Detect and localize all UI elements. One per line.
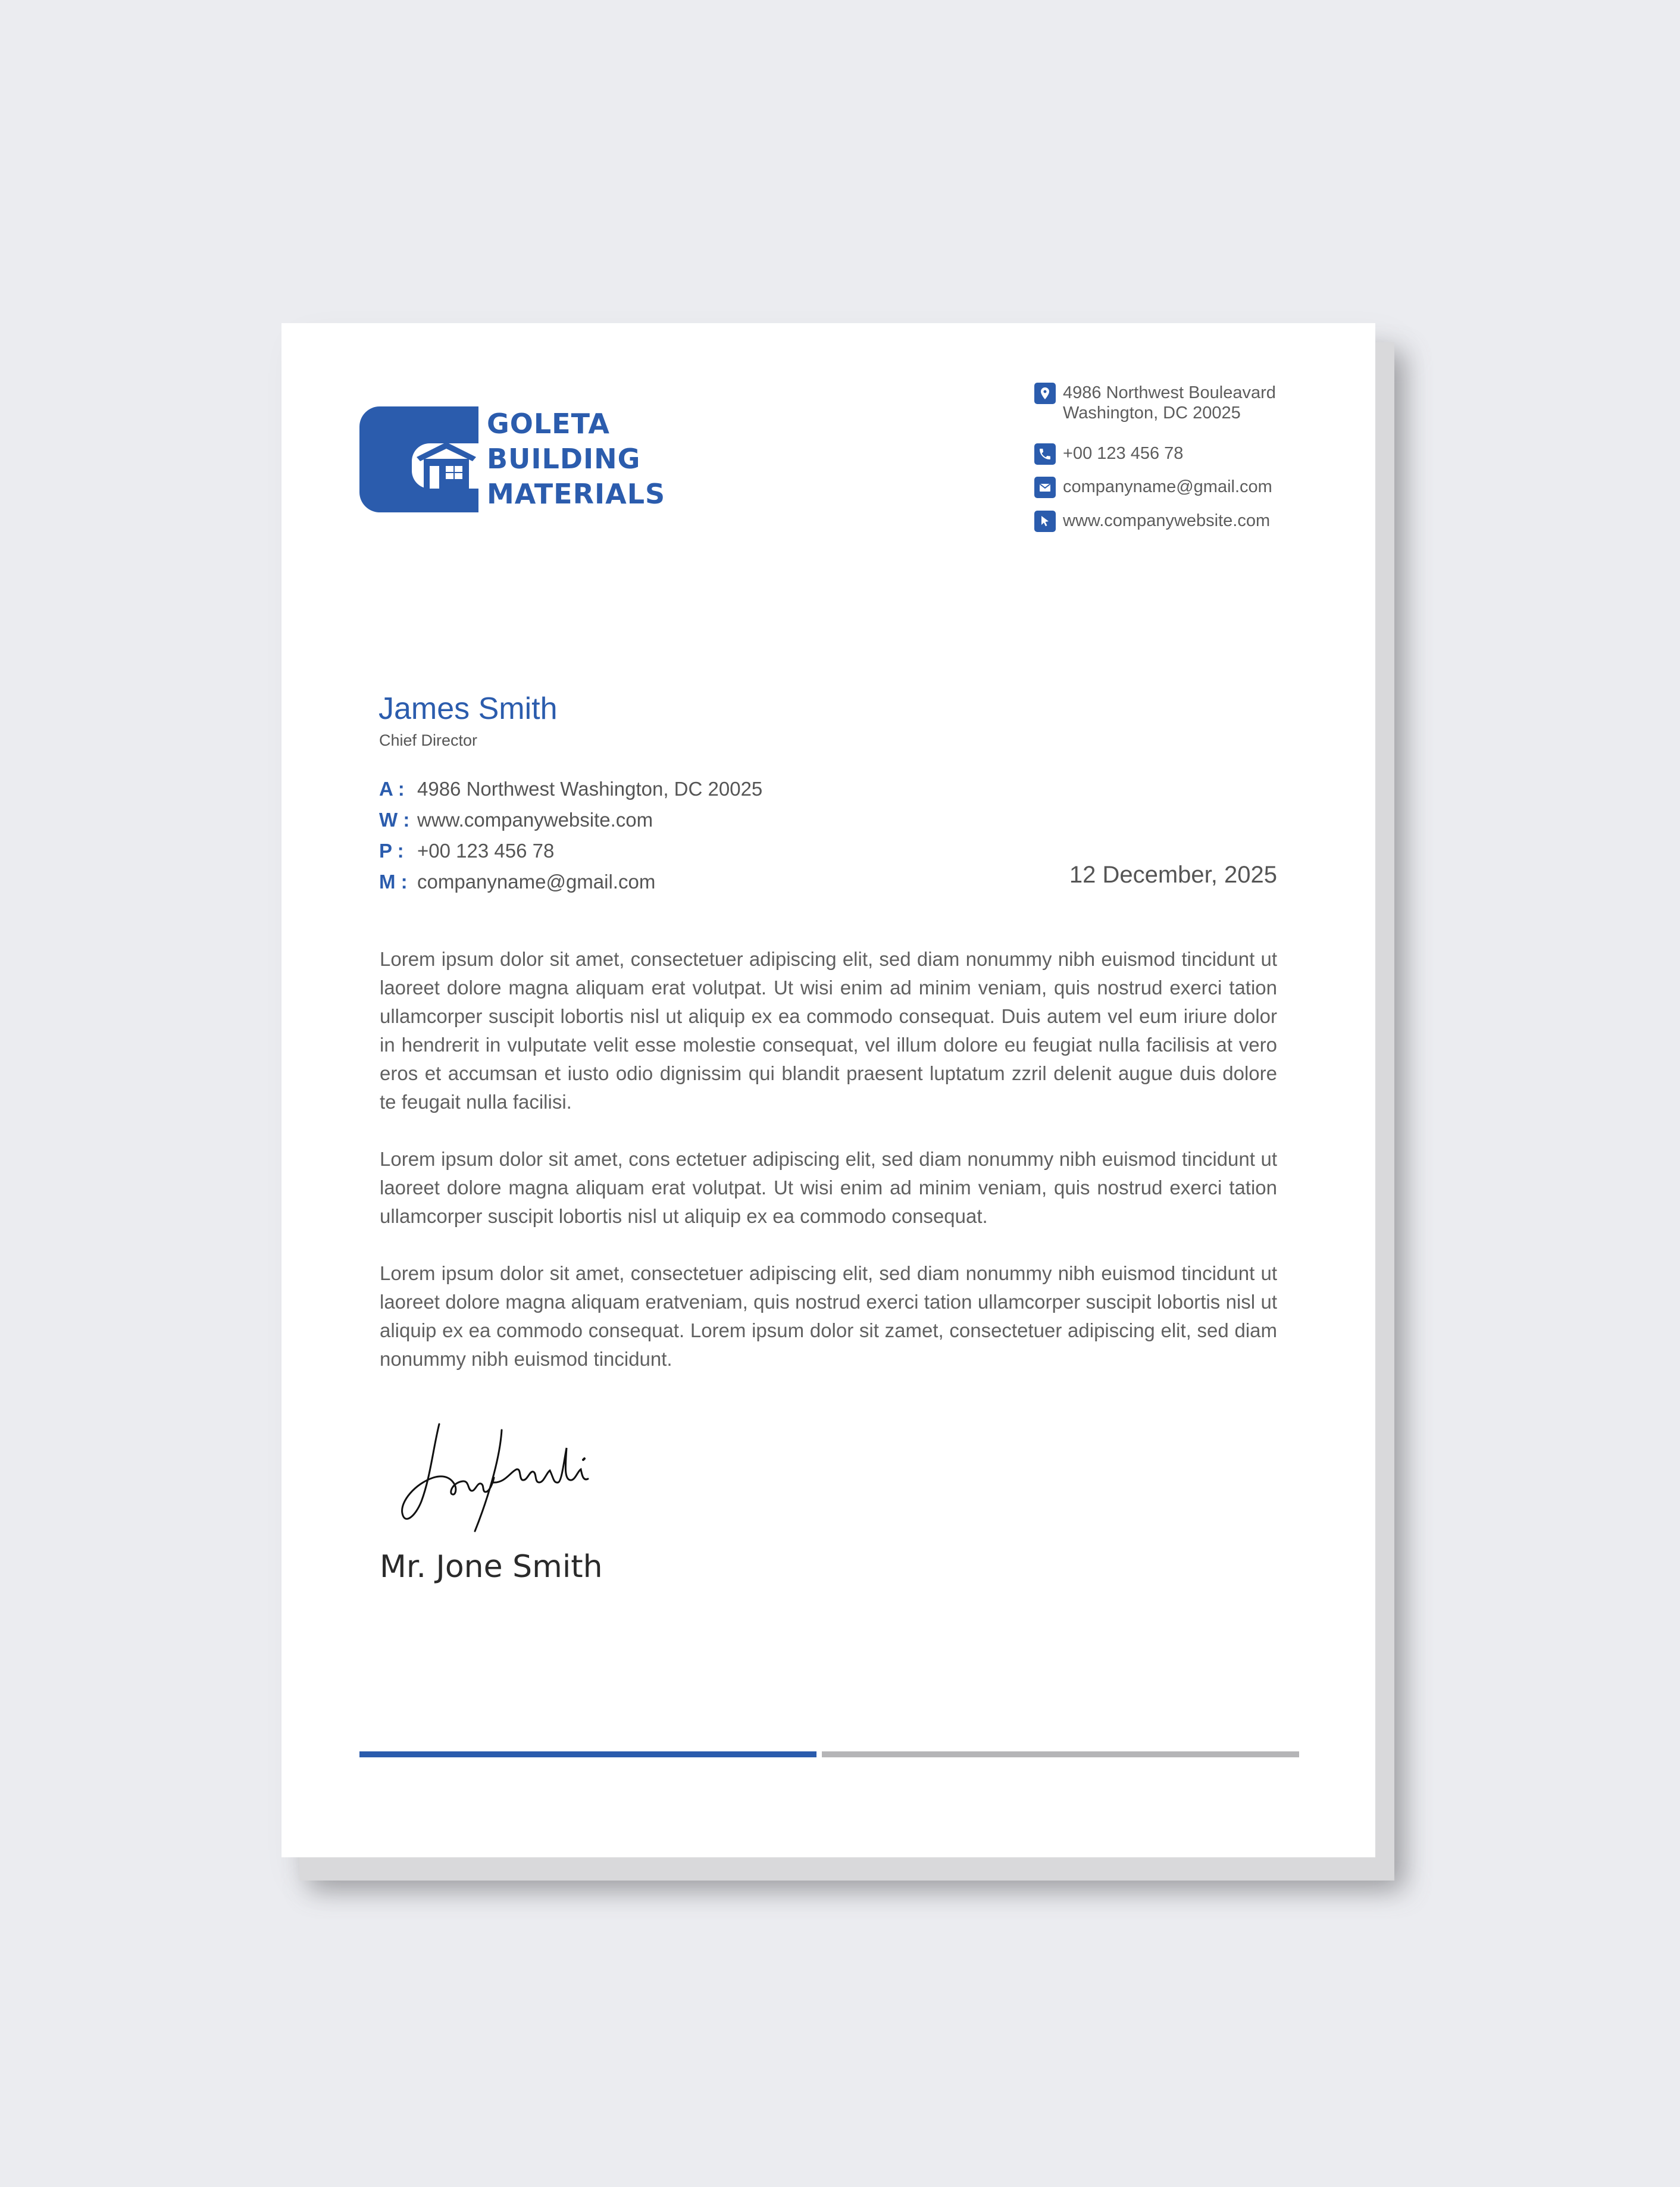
- body-paragraph-3: Lorem ipsum dolor sit amet, consectetuer adipiscing elit, sed diam nonummy nibh euismod tincidunt ut laoreet dolore magna aliquam eratveniam, quis nostrud exerci tation ullamcorper suscipit lobortis nisl ut aliquip ex ea commodo consequat. Lorem ipsum dolor sit zamet, consectetuer adipiscing elit, sed diam nonummy nibh euismod tincidunt.: [380, 1262, 1277, 1370]
- body-paragraph-2: Lorem ipsum dolor sit amet, cons ectetuer adipiscing elit, sed diam nonummy nibh euismod tincidunt ut laoreet dolore magna aliquam erat volutpat. Ut wisi enim ad minim veniam, quis nostrud exerci tation ullamcorper suscipit lobortis nisl ut aliquip ex ea commodo consequat.: [380, 1148, 1277, 1227]
- detail-website: [379, 805, 762, 836]
- signer-name: Mr. Jone Smith: [380, 1549, 603, 1585]
- detail-value-phone: +00 123 456 78: [417, 840, 555, 862]
- detail-value-address: 4986 Northwest Washington, DC 20025: [417, 778, 763, 800]
- detail-key-website: W :: [379, 809, 410, 831]
- handwritten-signature: [398, 1412, 600, 1543]
- detail-value-website: www.companywebsite.com: [417, 809, 653, 831]
- detail-key-phone: P :: [379, 840, 404, 862]
- contact-website-text: www.companywebsite.com: [1063, 511, 1271, 530]
- footer-bar-blue: [359, 1751, 816, 1757]
- company-name-line-1: GOLETA: [487, 408, 611, 440]
- detail-value-email: companyname@gmail.com: [417, 871, 656, 893]
- cursor-icon: [1034, 511, 1056, 532]
- company-name-line-3: MATERIALS: [487, 478, 666, 510]
- letterhead-page: [281, 323, 1375, 1857]
- contact-website: [1034, 511, 1270, 532]
- g-house-logo-icon: [359, 406, 478, 512]
- detail-address: [379, 774, 762, 805]
- letter-date: 12 December, 2025: [1069, 862, 1277, 888]
- company-name: [487, 406, 665, 512]
- company-logo: [359, 406, 693, 520]
- contact-email: [1034, 477, 1272, 498]
- contact-email-text: companyname@gmail.com: [1063, 477, 1272, 496]
- detail-key-address: A :: [379, 778, 405, 800]
- envelope-icon: [1034, 477, 1056, 498]
- sender-title: Chief Director: [379, 731, 478, 749]
- detail-phone: [379, 836, 762, 866]
- phone-icon: [1034, 443, 1056, 465]
- footer-bar-gray: [822, 1751, 1299, 1757]
- sender-details: [379, 774, 762, 897]
- location-pin-icon: [1034, 383, 1056, 404]
- sender-name: James Smith: [378, 692, 558, 726]
- contact-address-line2: Washington, DC 20025: [1063, 403, 1241, 423]
- body-paragraph-1: Lorem ipsum dolor sit amet, consectetuer adipiscing elit, sed diam nonummy nibh euismod tincidunt ut laoreet dolore magna aliquam erat volutpat. Ut wisi enim ad minim veniam, quis nostrud exerci tation ullamcorper suscipit lobortis nisl ut aliquip ex ea commodo consequat. Duis autem vel eum iriure dolor in hendrerit in vulputate velit esse molestie consequat, vel illum dolore eu feugiat nulla facilisis at vero eros et accumsan et iusto odio dignissim qui blandit praesent luptatum zzril delenit augue duis dolore te feugait nulla facilisi.: [380, 948, 1277, 1113]
- letter-body: [380, 945, 1277, 1402]
- contact-address-line1: 4986 Northwest Bouleavard: [1063, 383, 1276, 402]
- contact-phone-text: +00 123 456 78: [1063, 444, 1184, 463]
- detail-key-email: M :: [379, 871, 408, 893]
- contact-phone: [1034, 443, 1183, 465]
- company-name-line-2: BUILDING: [487, 443, 641, 475]
- contact-address: [1034, 383, 1276, 423]
- detail-email: [379, 866, 762, 897]
